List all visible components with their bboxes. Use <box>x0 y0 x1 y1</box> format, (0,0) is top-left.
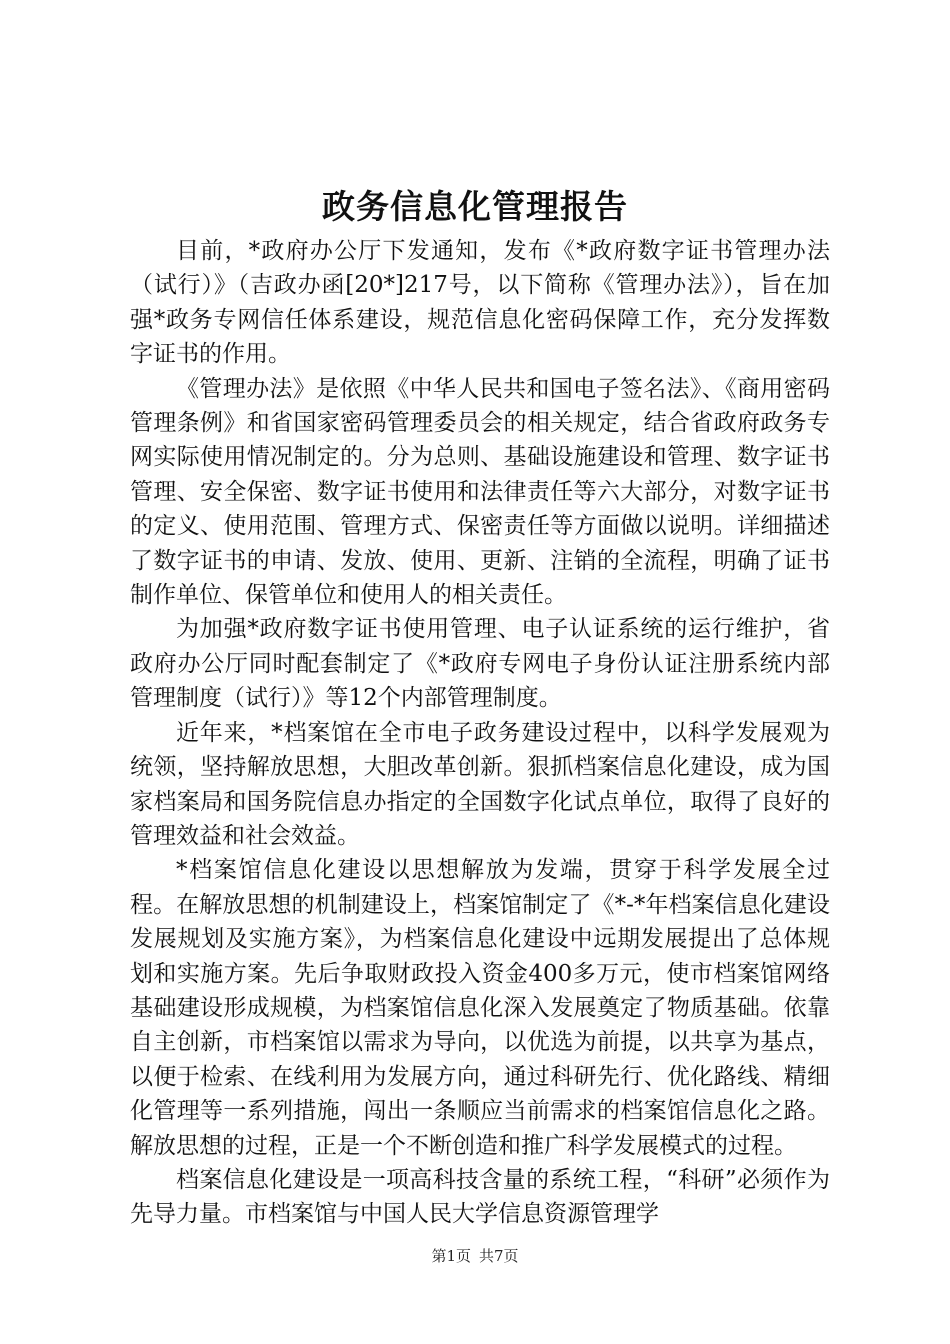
page-total: 共7页 <box>479 1247 519 1265</box>
page-footer <box>0 1246 950 1266</box>
page-number: 第1页 <box>431 1247 471 1265</box>
paragraph: 近年来，*档案馆在全市电子政务建设过程中，以科学发展观为统领，坚持解放思想，大胆改革创新。狠抓档案信息化建设，成为国家档案局和国务院信息办指定的全国数字化试点单位，取得了良好的管理效益和社会效益。 <box>130 719 830 849</box>
document-title: 政务信息化管理报告 <box>322 187 628 226</box>
paragraph: *档案馆信息化建设以思想解放为发端，贯穿于科学发展全过程。在解放思想的机制建设上，档案馆制定了《*-*年档案信息化建设发展规划及实施方案》，为档案信息化建设中远期发展提出了总体规划和实施方案。先后争取财政投入资金400多万元，使市档案馆网络基础建设形成规模，为档案馆信息化深入发展奠定了物质基础。依靠自主创新，市档案馆以需求为导向，以优选为前提，以共享为基点，以便于检索、在线利用为发展方向，通过科研先行、优化路线、精细化管理等一系列措施，闯出一条顺应当前需求的档案馆信息化之路。解放思想的过程，正是一个不断创造和推广科学发展模式的过程。 <box>130 857 830 1159</box>
paragraph: 《管理办法》是依照《中华人民共和国电子签名法》、《商用密码管理条例》和省国家密码管理委员会的相关规定，结合省政府政务专网实际使用情况制定的。分为总则、基础设施建设和管理、数字证书管理、安全保密、数字证书使用和法律责任等六大部分，对数字证书的定义、使用范围、管理方式、保密责任等方面做以说明。详细描述了数字证书的申请、发放、使用、更新、注销的全流程，明确了证书制作单位、保管单位和使用人的相关责任。 <box>130 375 830 609</box>
paragraph: 为加强*政府数字证书使用管理、电子认证系统的运行维护，省政府办公厅同时配套制定了《*政府专网电子身份认证注册系统内部管理制度（试行）》等12个内部管理制度。 <box>130 616 830 712</box>
paragraph: 档案信息化建设是一项高科技含量的系统工程，“科研”必须作为先导力量。市档案馆与中国人民大学信息资源管理学 <box>130 1166 830 1228</box>
paragraph: 目前，*政府办公厅下发通知，发布《*政府数字证书管理办法（试行）》（吉政办函[20*]217号，以下简称《管理办法》），旨在加强*政务专网信任体系建设，规范信息化密码保障工作，充分发挥数字证书的作用。 <box>130 238 830 368</box>
document-body <box>130 234 830 1232</box>
